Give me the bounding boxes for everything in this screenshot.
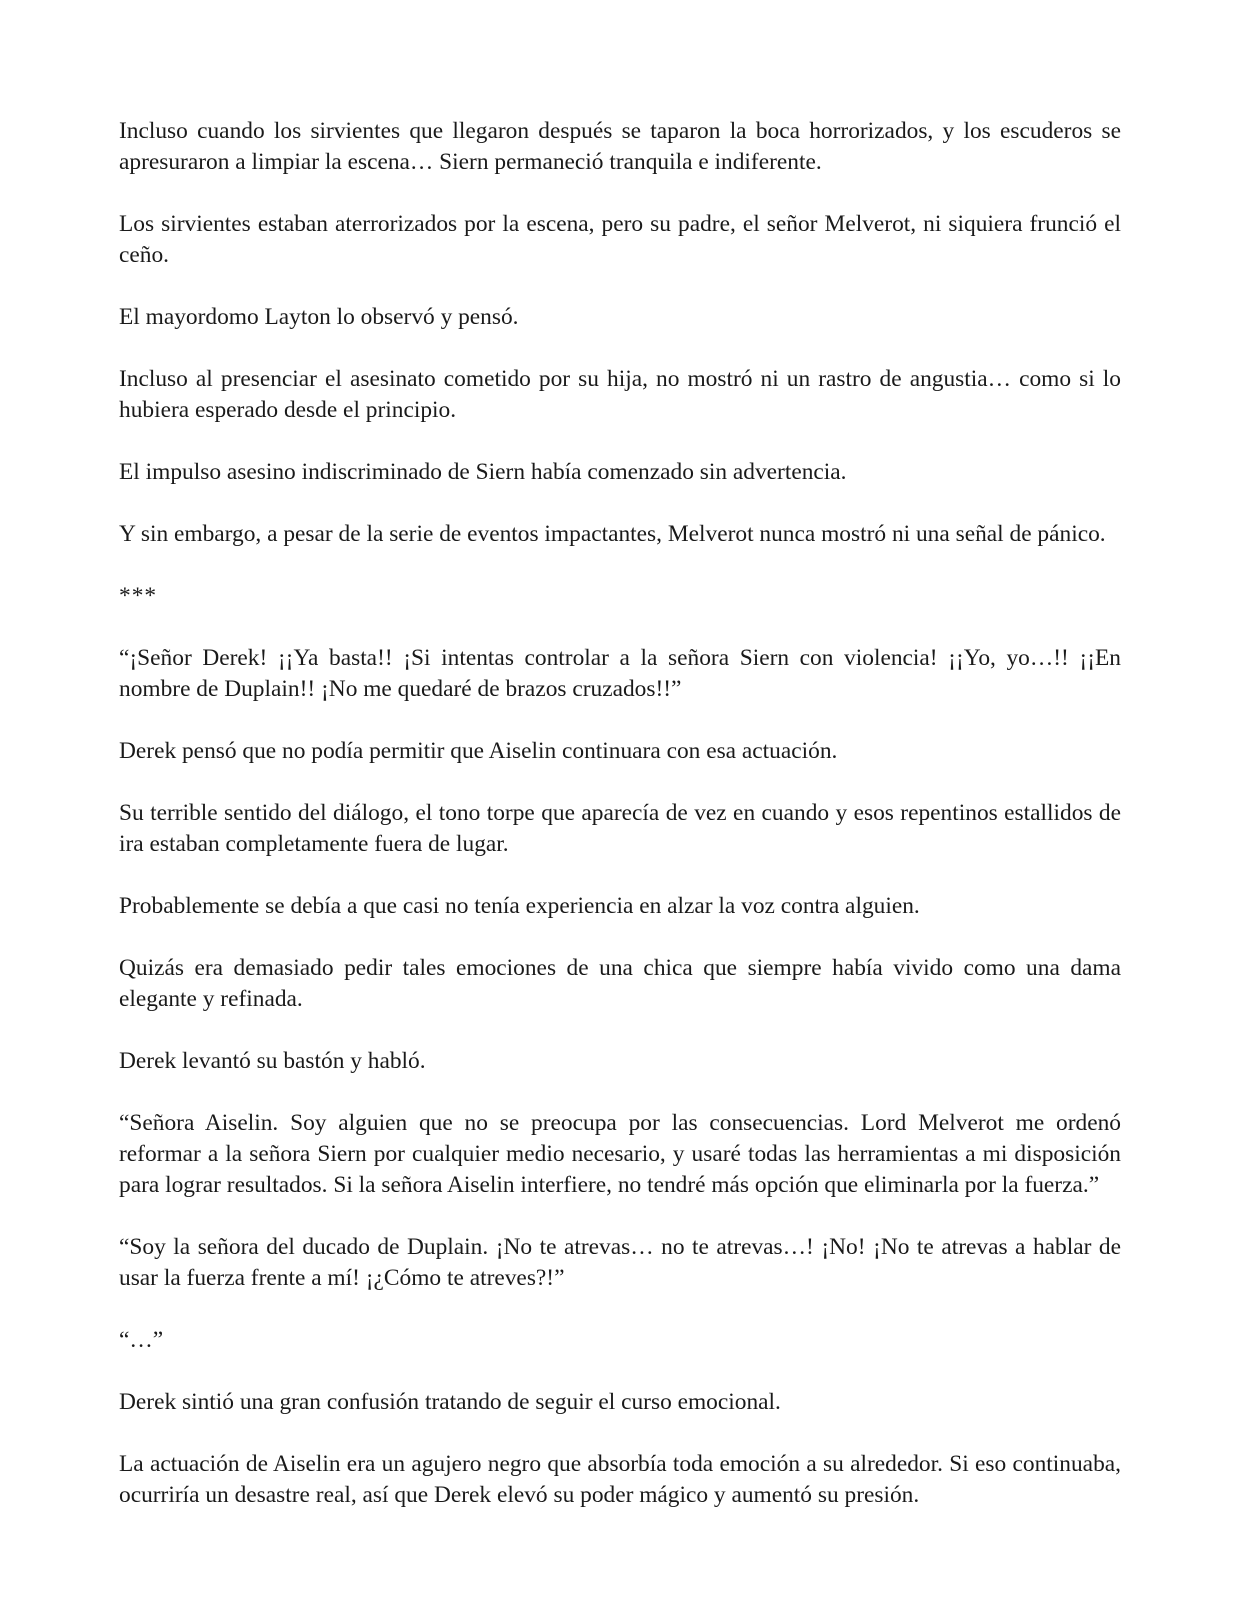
paragraph-15: “Soy la señora del ducado de Duplain. ¡No te atrevas… no te atrevas…! ¡No! ¡No te atrevas a hablar de usar la fuerza frente a mí! ¡¿Cómo te atreves?!” [119,1234,1121,1291]
paragraph-6: Y sin embargo, a pesar de la serie de eventos impactantes, Melverot nunca mostró ni una señal de pánico. [119,521,1106,547]
paragraph-16: “…” [119,1327,164,1353]
paragraph-3: El mayordomo Layton lo observó y pensó. [119,304,519,330]
paragraph-9: Derek pensó que no podía permitir que Aiselin continuara con esa actuación. [119,738,838,764]
paragraph-18: La actuación de Aiselin era un agujero negro que absorbía toda emoción a su alrededor. Si eso continuaba, ocurriría un desastre real, así que Derek elevó su poder mágico y aumentó su presión. [119,1451,1121,1508]
scene-separator: *** [119,583,158,609]
paragraph-4: Incluso al presenciar el asesinato cometido por su hija, no mostró ni un rastro de angustia… como si lo hubiera esperado desde el principio. [119,366,1121,423]
paragraph-10: Su terrible sentido del diálogo, el tono torpe que aparecía de vez en cuando y esos repentinos estallidos de ira estaban completamente fuera de lugar. [119,800,1121,857]
paragraph-12: Quizás era demasiado pedir tales emociones de una chica que siempre había vivido como una dama elegante y refinada. [119,955,1121,1012]
paragraph-11: Probablemente se debía a que casi no tenía experiencia en alzar la voz contra alguien. [119,893,920,919]
paragraph-17: Derek sintió una gran confusión tratando de seguir el curso emocional. [119,1389,781,1415]
paragraph-8: “¡Señor Derek! ¡¡Ya basta!! ¡Si intentas controlar a la señora Siern con violencia! ¡¡Yo, yo…!! ¡¡En nombre de Duplain!! ¡No me quedaré de brazos cruzados!!” [119,645,1121,702]
paragraph-5: El impulso asesino indiscriminado de Siern había comenzado sin advertencia. [119,459,847,485]
paragraph-14: “Señora Aiselin. Soy alguien que no se preocupa por las consecuencias. Lord Melverot me ordenó reformar a la señora Siern por cualquier medio necesario, y usaré todas las herramientas a mi disposición para lograr resultados. Si la señora Aiselin interfiere, no tendré más opción que eliminarla por la fuerza.” [119,1110,1121,1198]
paragraph-13: Derek levantó su bastón y habló. [119,1048,426,1074]
paragraph-2: Los sirvientes estaban aterrorizados por la escena, pero su padre, el señor Melverot, ni siquiera frunció el ceño. [119,211,1121,268]
document-page [119,116,1121,1542]
paragraph-1: Incluso cuando los sirvientes que llegaron después se taparon la boca horrorizados, y los escuderos se apresuraron a limpiar la escena… Siern permaneció tranquila e indiferente. [119,118,1121,175]
